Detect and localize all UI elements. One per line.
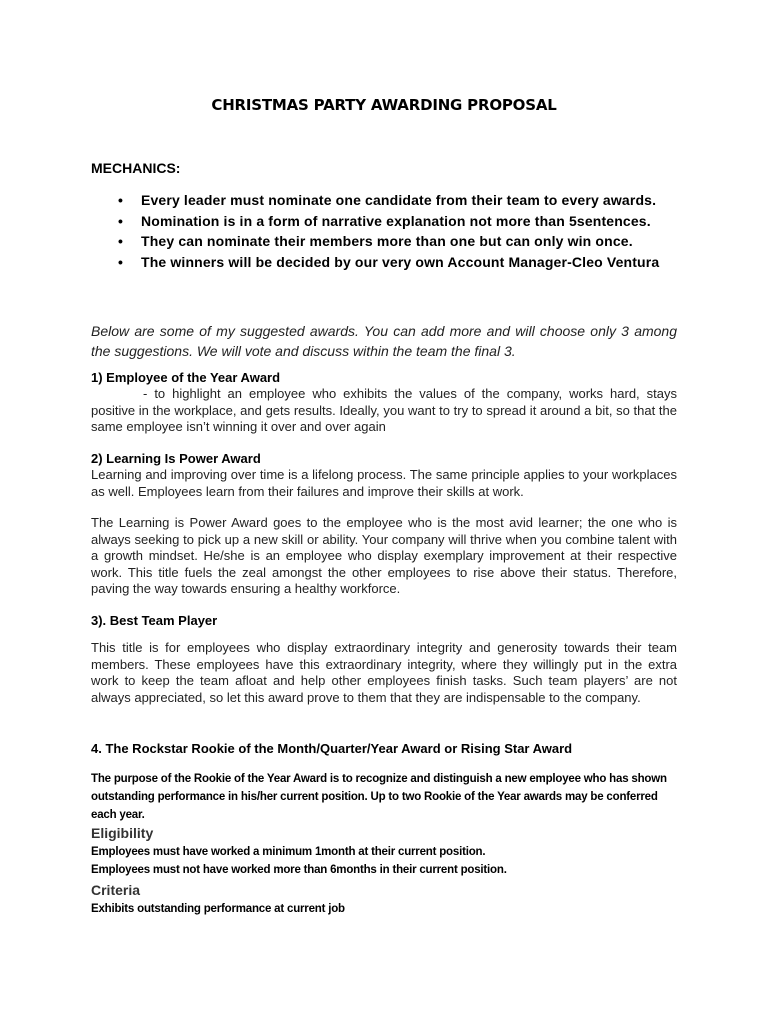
bullet-icon: • — [118, 192, 124, 208]
award-1-paragraph — [91, 386, 677, 436]
list-item — [0, 231, 677, 252]
criteria-heading: Criteria — [91, 882, 141, 898]
mechanics-heading: MECHANICS: — [91, 160, 181, 176]
list-item-text: Every leader must nominate one candidate from their team to every awards. — [141, 192, 657, 208]
award-4-paragraph: The purpose of the Rookie of the Year Award is to recognize and distinguish a new employee who has shown outstanding performance in his/her current position. Up to two Rookie of the Year awards may be conferred each year. — [91, 773, 667, 821]
eligibility-line-1: Employees must have worked a minimum 1month at their current position. — [91, 846, 486, 858]
mechanics-list — [0, 190, 677, 272]
list-item-text: The winners will be decided by our very own Account Manager-Cleo Ventura — [141, 253, 660, 270]
eligibility-heading: Eligibility — [91, 825, 154, 841]
intro-paragraph: Below are some of my suggested awards. You can add more and will choose only 3 among the suggestions. We will vote and discuss within the team the final 3. — [91, 323, 677, 359]
award-1-heading: 1) Employee of the Year Award — [91, 370, 281, 385]
award-2-paragraph-1: Learning and improving over time is a lifelong process. The same principle applies to your workplaces as well. Employees learn from their failures and improve their skills at work. — [91, 467, 677, 499]
award-3-heading: 3). Best Team Player — [91, 613, 218, 628]
award-3-paragraph: This title is for employees who display extraordinary integrity and generosity towards their team members. These employees have this extraordinary integrity, where they willingly put in the extra work to keep the team afloat and help other employees finish tasks. Such team players’ are not always appreciated, so let this award prove to them that they are indispensable to the company. — [91, 640, 677, 705]
list-item — [0, 190, 677, 211]
bullet-icon: • — [118, 253, 124, 270]
list-item — [0, 211, 677, 232]
award-2-heading: 2) Learning Is Power Award — [91, 451, 261, 466]
bullet-icon: • — [118, 212, 124, 229]
criteria-line-1: Exhibits outstanding performance at current job — [91, 903, 345, 915]
bullet-icon: • — [118, 233, 124, 249]
eligibility-line-2: Employees must not have worked more than 6months in their current position. — [91, 864, 507, 876]
document-title: CHRISTMAS PARTY AWARDING PROPOSAL — [211, 96, 557, 114]
list-item-text: Nomination is in a form of narrative explanation not more than 5sentences. — [141, 212, 651, 229]
award-2-paragraph-2: The Learning is Power Award goes to the employee who is the most avid learner; the one who is always seeking to pick up a new skill or ability. Your company will thrive when you combine talent with a growth mindset. He/she is an employee who display exemplary improvement at their respective work. This title fuels the zeal amongst the other employees to rise above their status. Therefore, paving the way towards ensuring a healthy workforce. — [91, 515, 677, 596]
award-4-heading: 4. The Rockstar Rookie of the Month/Quarter/Year Award or Rising Star Award — [91, 741, 573, 756]
award-1-text: - to highlight an employee who exhibits the values of the company, works hard, stays positive in the workplace, and gets results. Ideally, you want to try to spread it around a bit, so that the same employee isn’t winning it over and over again — [91, 386, 677, 434]
list-item-text: They can nominate their members more than one but can only win once. — [141, 233, 633, 249]
list-item — [0, 252, 677, 273]
